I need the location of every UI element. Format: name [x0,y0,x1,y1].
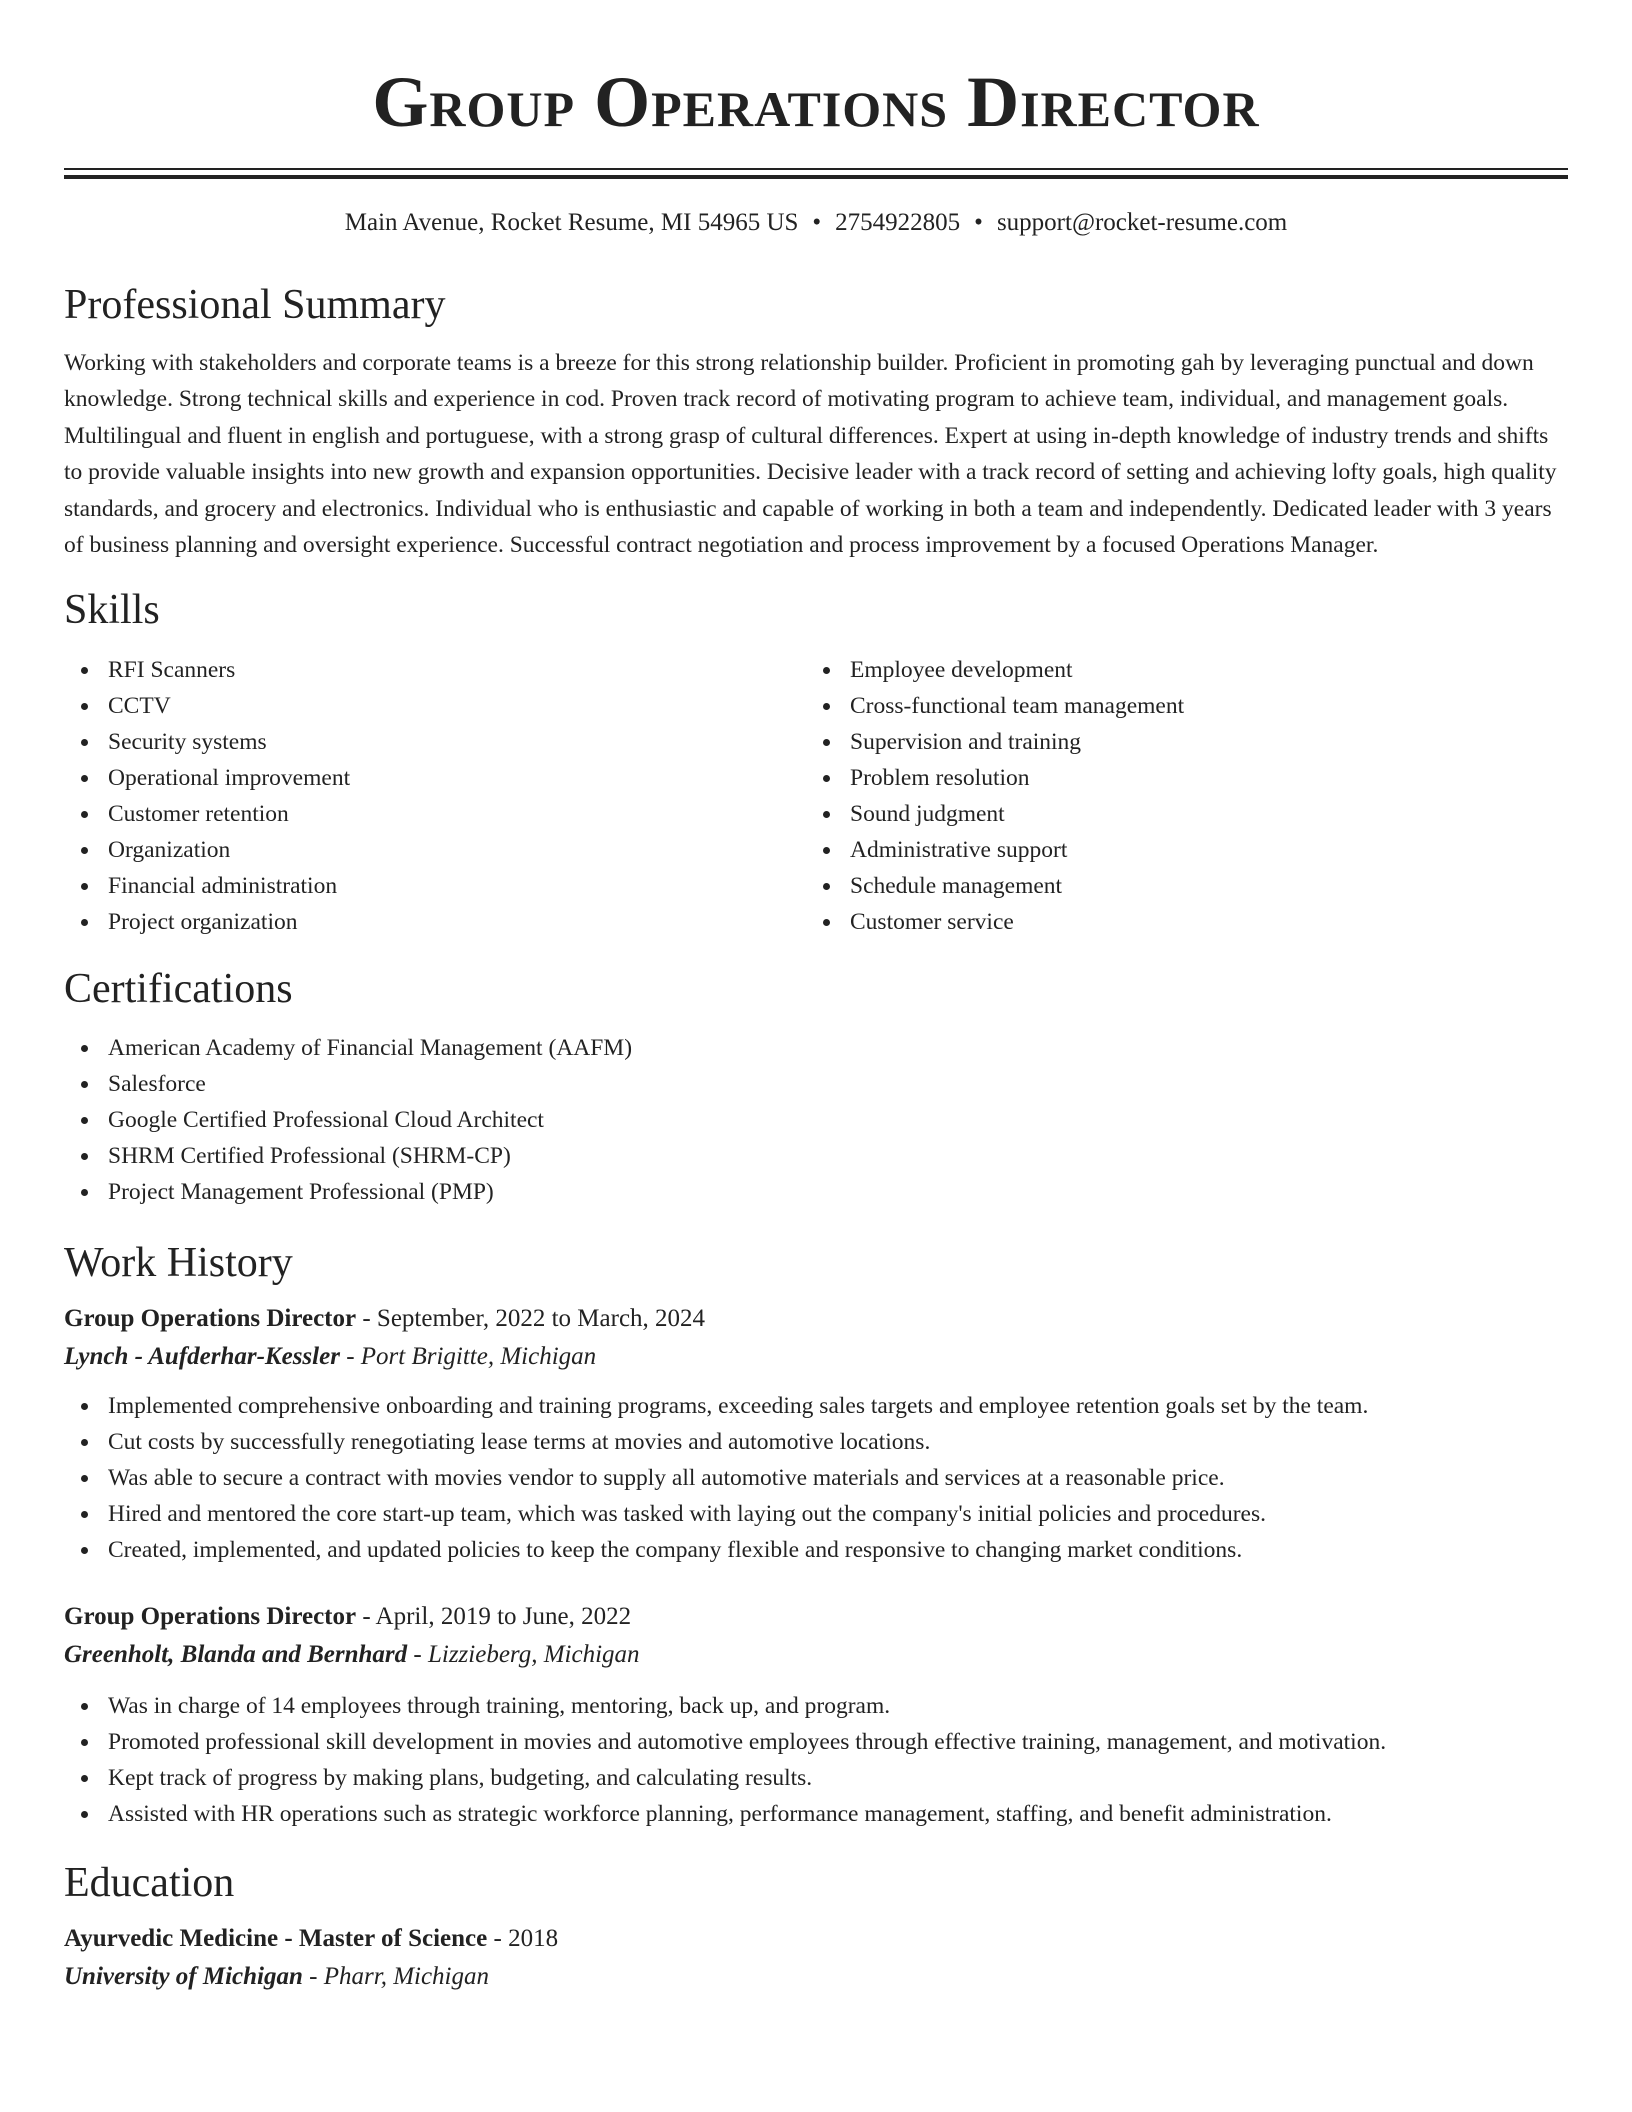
certifications-list [64,1030,1568,1210]
skill-item: Employee development [806,652,1548,688]
job-bullet: Cut costs by successfully renegotiating lease terms at movies and automotive locations. [64,1424,1568,1460]
skill-item: Administrative support [806,832,1548,868]
job-dates: - April, 2019 to June, 2022 [356,1603,632,1631]
certification-item: Google Certified Professional Cloud Architect [64,1102,1568,1138]
job-bullet: Created, implemented, and updated policies to keep the company flexible and responsive to changing market conditions. [64,1532,1568,1568]
employer-location: - Lizzieberg, Michigan [407,1641,640,1669]
skill-item: Problem resolution [806,760,1548,796]
skill-item: Customer retention [64,796,806,832]
work-history-heading: Work History [64,1240,293,1287]
skills-heading: Skills [64,587,160,634]
degree-line [64,1920,1568,1958]
certification-item: SHRM Certified Professional (SHRM-CP) [64,1138,1568,1174]
job-title-line [64,1300,1568,1338]
skill-item: Security systems [64,724,806,760]
skill-item: Financial administration [64,868,806,904]
employer-name: Greenholt, Blanda and Bernhard [64,1641,408,1669]
job-bullet: Assisted with HR operations such as strategic workforce planning, performance management, staffing, and benefit administration. [64,1796,1568,1832]
contact-line [64,207,1568,239]
skill-item: Schedule management [806,868,1548,904]
job-entry [64,1300,1568,1568]
certification-item: American Academy of Financial Management (AAFM) [64,1030,1568,1066]
education-entry [64,1920,1568,1996]
certifications-heading: Certifications [64,966,293,1013]
certification-item: Project Management Professional (PMP) [64,1174,1568,1210]
skill-item: Supervision and training [806,724,1548,760]
skill-item: CCTV [64,688,806,724]
graduation-year: - 2018 [487,1925,559,1953]
contact-address: Main Avenue, Rocket Resume, MI 54965 US [344,209,799,236]
title-divider [64,168,1568,179]
skill-item: Organization [64,832,806,868]
job-bullets [64,1688,1568,1832]
contact-separator: • [974,209,983,236]
job-entry [64,1598,1568,1832]
summary-heading: Professional Summary [64,282,446,328]
contact-phone: 2754922805 [835,209,961,236]
job-bullet: Hired and mentored the core start-up team, which was tasked with laying out the company's initial policies and procedures. [64,1496,1568,1532]
education-heading: Education [64,1860,235,1907]
resume-title: Group Operations Director [372,62,1260,142]
skill-item: Project organization [64,904,806,940]
skill-item: Sound judgment [806,796,1548,832]
contact-email: support@rocket-resume.com [996,209,1288,236]
job-bullet: Was in charge of 14 employees through training, mentoring, back up, and program. [64,1688,1568,1724]
job-bullet: Implemented comprehensive onboarding and training programs, exceeding sales targets and employee retention goals set by the team. [64,1388,1568,1424]
skill-item: Cross-functional team management [806,688,1548,724]
contact-separator: • [812,209,822,236]
skill-item: RFI Scanners [64,652,806,688]
skills-right-list [806,652,1548,940]
skill-item: Customer service [806,904,1548,940]
school-line [64,1958,1568,1996]
school-name: University of Michigan [64,1963,303,1991]
skills-columns [64,652,1568,940]
skill-item: Operational improvement [64,760,806,796]
summary-text: Working with stakeholders and corporate teams is a breeze for this strong relationship builder. Proficient in promoting gah by leveraging punctual and down knowledge. Strong technical skills and experience in cod. Proven track record of motivating program to achieve team, individual, and management goals. Multilingual and fluent in english and portuguese, with a strong grasp of cultural differences. Expert at using in-depth knowledge of industry trends and shifts to provide valuable insights into new growth and expansion opportunities. Decisive leader with a track record of setting and achieving lofty goals, high quality standards, and grocery and electronics. Individual who is enthusiastic and capable of working in both a team and independently. Dedicated leader with 3 years of business planning and oversight experience. Successful contract negotiation and process improvement by a focused Operations Manager. [64,350,1557,559]
job-bullet: Promoted professional skill development in movies and automotive employees through effective training, management, and motivation. [64,1724,1568,1760]
employer-name: Lynch - Aufderhar-Kessler [64,1343,340,1371]
job-bullet: Was able to secure a contract with movies vendor to supply all automotive materials and services at a reasonable price. [64,1460,1568,1496]
job-bullet: Kept track of progress by making plans, budgeting, and calculating results. [64,1760,1568,1796]
job-bullets [64,1388,1568,1568]
job-title: Group Operations Director [64,1305,357,1333]
skills-left-list [64,652,806,940]
job-title-line [64,1598,1568,1636]
job-title: Group Operations Director [64,1603,357,1631]
degree: Ayurvedic Medicine - Master of Science [64,1925,488,1953]
job-dates: - September, 2022 to March, 2024 [356,1305,706,1333]
employer-line [64,1338,1568,1376]
certification-item: Salesforce [64,1066,1568,1102]
employer-location: - Port Brigitte, Michigan [339,1343,597,1371]
employer-line [64,1636,1568,1674]
school-location: - Pharr, Michigan [302,1963,490,1991]
